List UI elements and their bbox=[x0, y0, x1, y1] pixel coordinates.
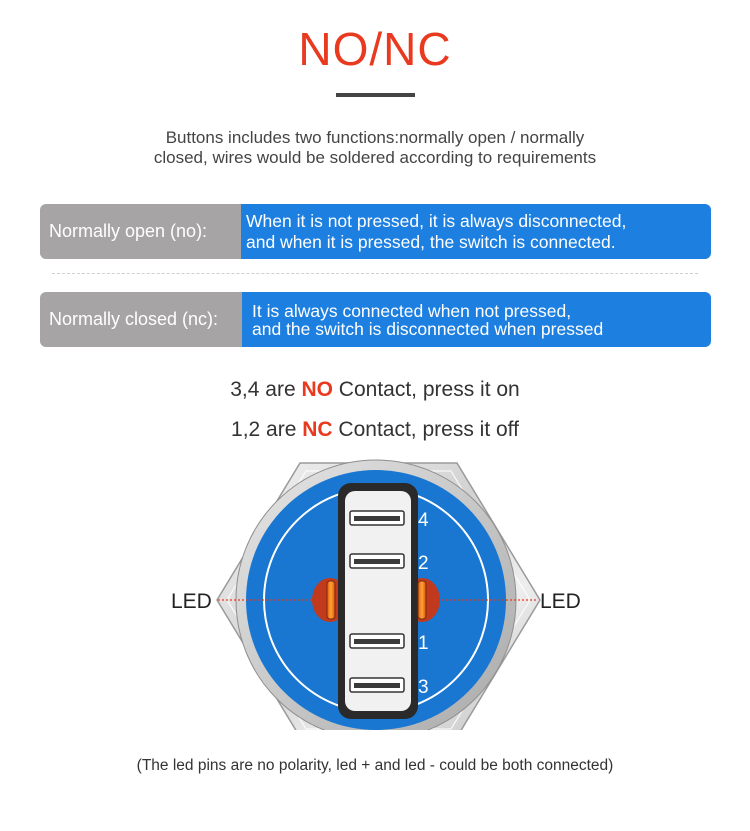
led-label-right: LED bbox=[540, 590, 581, 613]
normally-closed-row bbox=[40, 292, 711, 347]
divider bbox=[52, 273, 698, 274]
normally-open-line-1: When it is not pressed, it is always disconnected, bbox=[246, 210, 627, 231]
normally-open-line-2: and when it is pressed, the switch is connected. bbox=[246, 231, 616, 252]
terminal-3 bbox=[350, 678, 404, 692]
normally-closed-line-1: It is always connected when not pressed, bbox=[252, 300, 572, 321]
normally-closed-description bbox=[242, 292, 711, 347]
nc-contact-line bbox=[0, 418, 750, 442]
pin-label-2: 2 bbox=[418, 553, 429, 574]
normally-open-row bbox=[40, 204, 711, 259]
terminal-2 bbox=[350, 554, 404, 568]
terminal-4 bbox=[350, 511, 404, 525]
title-underline bbox=[336, 93, 415, 97]
normally-closed-line-2: and the switch is disconnected when pressed bbox=[252, 318, 604, 339]
switch-diagram bbox=[0, 455, 750, 730]
led-pin-left bbox=[327, 581, 335, 619]
no-contact-type: NO bbox=[301, 378, 333, 401]
polarity-note: (The led pins are no polarity, led + and led - could be both connected) bbox=[136, 757, 614, 774]
no-contact-line bbox=[0, 378, 750, 402]
led-pin-right bbox=[418, 581, 426, 619]
led-label-left: LED bbox=[171, 590, 212, 613]
no-contact-prefix: 3,4 are bbox=[230, 378, 302, 401]
nc-contact-type: NC bbox=[302, 418, 333, 441]
page-title: NO/NC bbox=[298, 23, 452, 75]
pin-label-3: 3 bbox=[418, 677, 429, 698]
nc-contact-suffix: Contact, press it off bbox=[332, 418, 519, 441]
terminal-1 bbox=[350, 634, 404, 648]
intro-text bbox=[75, 128, 675, 168]
nc-contact-prefix: 1,2 are bbox=[231, 418, 303, 441]
pin-label-4: 4 bbox=[418, 510, 429, 531]
normally-open-description bbox=[241, 204, 711, 259]
normally-closed-label: Normally closed (nc): bbox=[40, 292, 242, 347]
normally-open-label: Normally open (no): bbox=[40, 204, 241, 259]
intro-line-2: closed, wires would be soldered according to requirements bbox=[153, 148, 597, 167]
intro-line-1: Buttons includes two functions:normally open / normally bbox=[165, 128, 585, 147]
no-contact-suffix: Contact, press it on bbox=[332, 378, 520, 401]
pin-label-1: 1 bbox=[418, 633, 429, 654]
